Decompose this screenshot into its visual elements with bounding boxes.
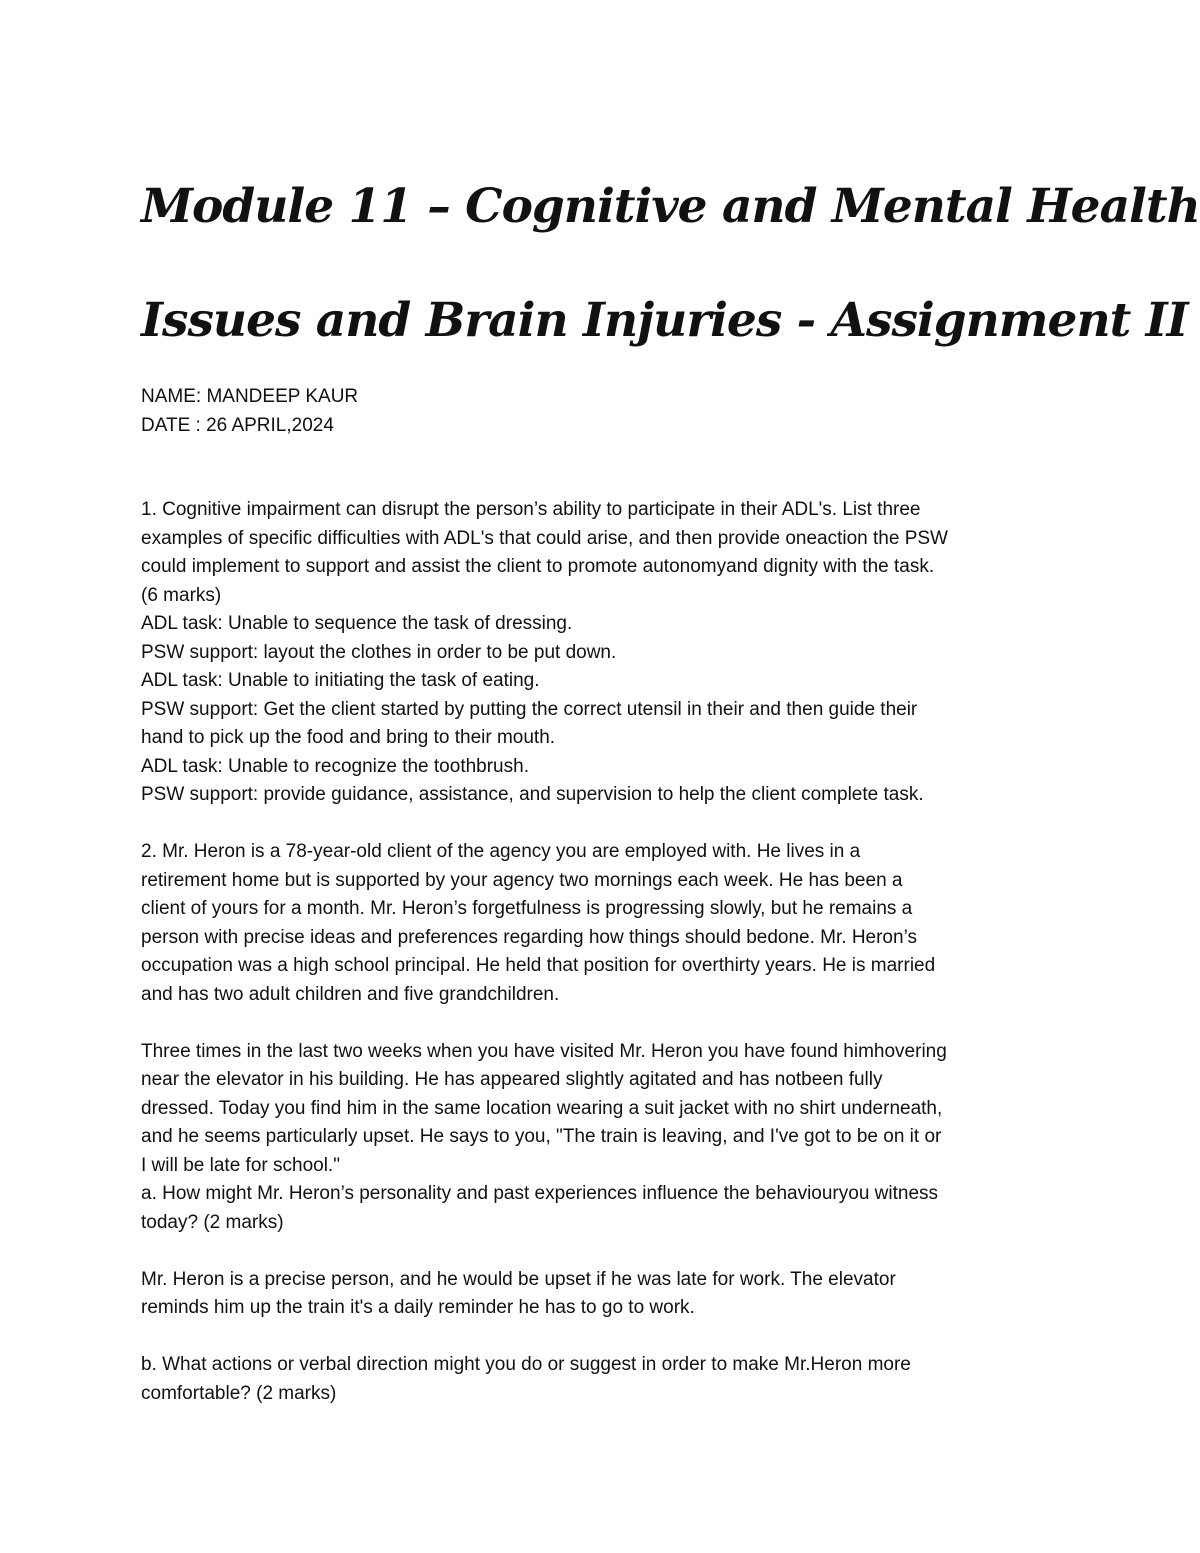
q1-answer-line: PSW support: provide guidance, assistance, and supervision to help the client complete task.: [141, 784, 924, 805]
q1-answer-line: PSW support: layout the clothes in order to be put down.: [141, 641, 617, 663]
question-2b: [141, 1351, 1071, 1408]
question-2-intro: [141, 838, 1071, 1009]
q2-scenario-line: and he seems particularly upset. He says to you, "The train is leaving, and I've got to be on it or: [141, 1126, 942, 1147]
student-name: NAME: MANDEEP KAUR: [141, 386, 359, 407]
spacer: [141, 1323, 1071, 1352]
question-1: [141, 496, 1071, 810]
q2-scenario-line: I will be late for school.": [141, 1154, 340, 1176]
spacer: [141, 1237, 1071, 1266]
q2-intro-line: occupation was a high school principal. He held that position for overthirty years. He is married: [141, 955, 936, 976]
q2-intro-line: and has two adult children and five grandchildren.: [141, 983, 560, 1005]
q1-answer-line: ADL task: Unable to recognize the toothbrush.: [141, 755, 529, 777]
question-2a-answer: [141, 1266, 1071, 1323]
q2-scenario-line: Three times in the last two weeks when you have visited Mr. Heron you have found himhovering: [141, 1040, 947, 1062]
q2b-question-line: comfortable? (2 marks): [141, 1382, 337, 1404]
q2a-answer-line: Mr. Heron is a precise person, and he would be upset if he was late for work. The elevator: [141, 1268, 896, 1290]
q2-intro-line: client of yours for a month. Mr. Heron’s forgetfulness is progressing slowly, but he remains a: [141, 898, 913, 919]
spacer: [141, 440, 1071, 496]
q1-answer-line: PSW support: Get the client started by putting the correct utensil in their and then guide their: [141, 698, 918, 720]
q2-scenario-line: dressed. Today you find him in the same location wearing a suit jacket with no shirt underneath,: [141, 1097, 943, 1119]
document-page: [141, 150, 1200, 1408]
q2-intro-line: retirement home but is supported by your agency two mornings each week. He has been a: [141, 869, 903, 891]
q2-scenario-line: near the elevator in his building. He has appeared slightly agitated and has notbeen fully: [141, 1069, 883, 1090]
document-title: [141, 150, 1200, 378]
q1-line: could implement to support and assist the client to promote autonomyand dignity with the task.: [141, 556, 935, 577]
q2a-question-line: today? (2 marks): [141, 1211, 284, 1233]
title-line-2: Issues and Brain Injuries - Assignment II: [141, 293, 1188, 348]
q1-answer-line: ADL task: Unable to initiating the task of eating.: [141, 670, 540, 691]
submission-date: DATE : 26 APRIL,2024: [141, 415, 334, 436]
q2a-answer-line: reminds him up the train it's a daily reminder he has to go to work.: [141, 1297, 695, 1318]
q1-line: (6 marks): [141, 584, 222, 606]
student-info: [141, 382, 1071, 440]
q1-line: 1. Cognitive impairment can disrupt the person’s ability to participate in their ADL's. List three: [141, 499, 921, 520]
title-line-1: Module 11 – Cognitive and Mental Health: [141, 179, 1200, 234]
q1-answer-line: ADL task: Unable to sequence the task of dressing.: [141, 613, 573, 634]
q2-intro-line: 2. Mr. Heron is a 78-year-old client of the agency you are employed with. He lives in a: [141, 841, 861, 862]
question-2-scenario: [141, 1038, 1071, 1238]
spacer: [141, 1009, 1071, 1038]
q2a-question-line: a. How might Mr. Heron’s personality and past experiences influence the behaviouryou witness: [141, 1183, 939, 1204]
q2-intro-line: person with precise ideas and preferences regarding how things should bedone. Mr. Heron’s: [141, 926, 917, 948]
spacer: [141, 810, 1071, 839]
q1-answer-line: hand to pick up the food and bring to their mouth.: [141, 727, 556, 748]
q2b-question-line: b. What actions or verbal direction might you do or suggest in order to make Mr.Heron more: [141, 1354, 911, 1375]
q1-line: examples of specific difficulties with ADL's that could arise, and then provide oneaction the PSW: [141, 527, 948, 549]
